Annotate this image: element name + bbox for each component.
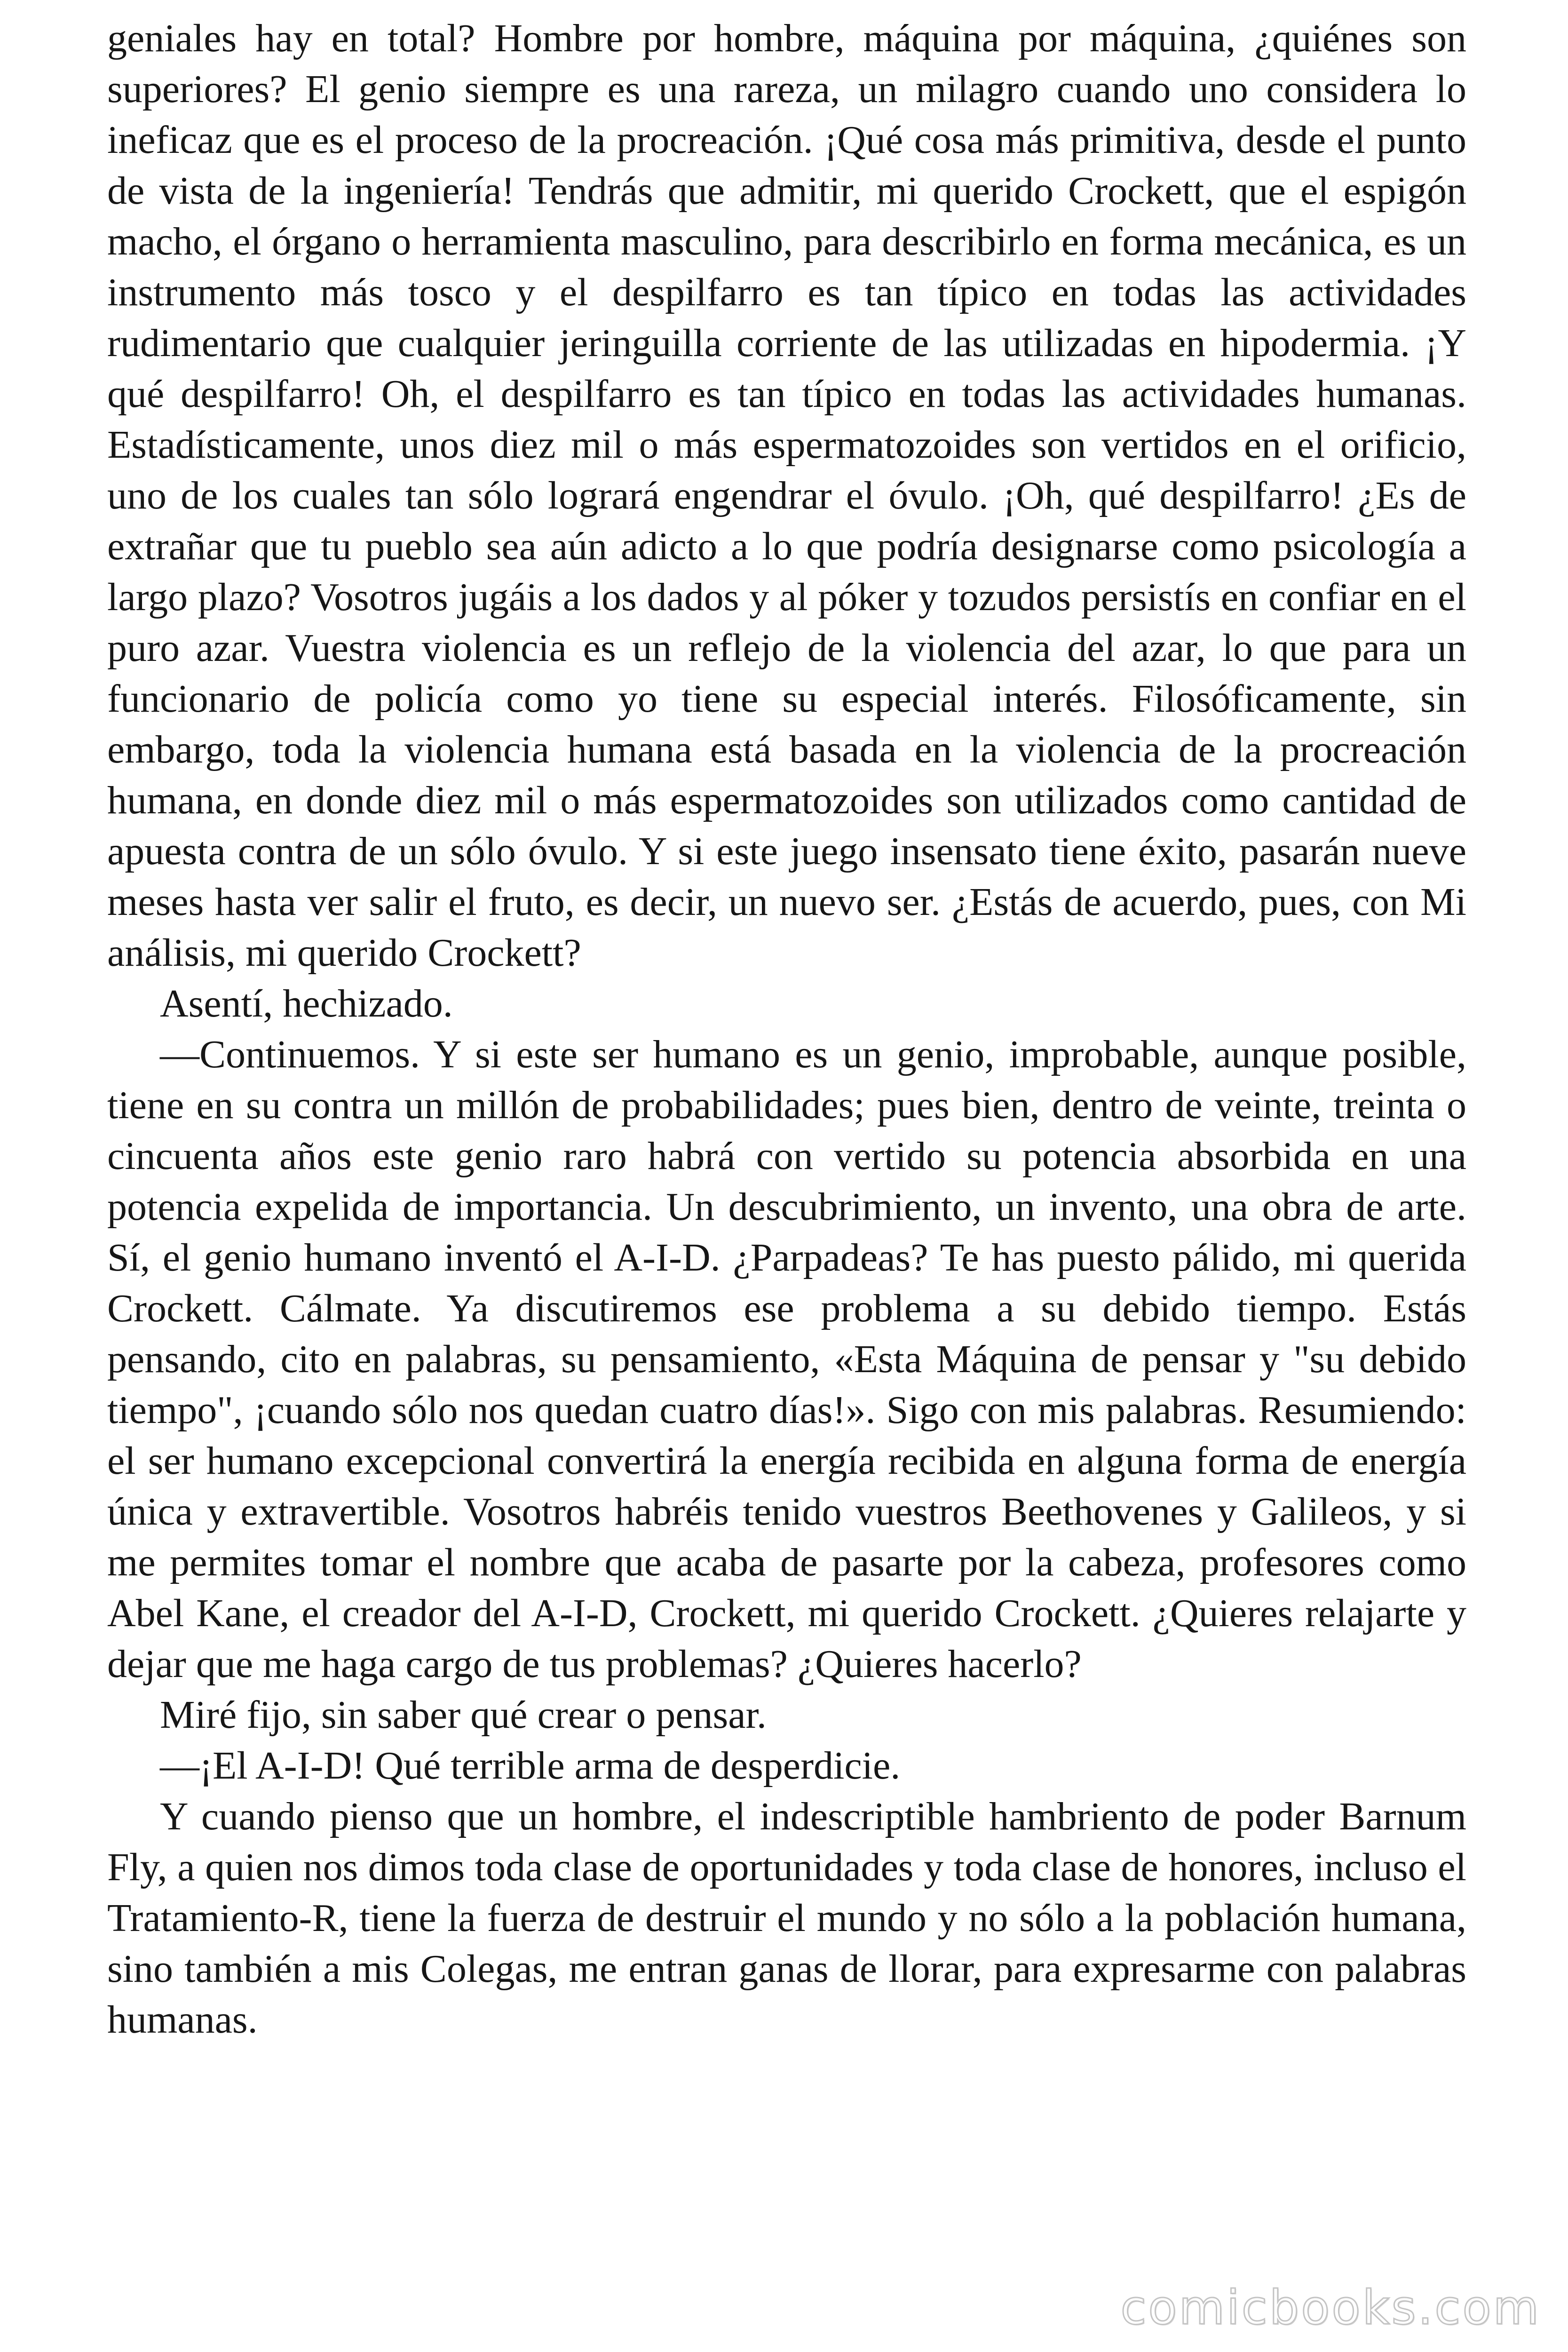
paragraph-1: geniales hay en total? Hombre por hombre, máquina por máquina, ¿quiénes son superiores? El genio siempre es una rareza, un milagro cuando uno considera lo ineficaz que es el proceso de la procreación. ¡Qué cosa más primitiva, desde el punto de vista de la ingeniería! Tendrás que admitir, mi querido Crockett, que el espigón macho, el órgano o herramienta masculino, para describirlo en forma mecánica, es un instrumento más tosco y el despilfarro es tan típico en todas las actividades rudimentario que cualquier jeringuilla corriente de las utilizadas en hipodermia. ¡Y qué despilfarro! Oh, el despilfarro es tan típico en todas las actividades humanas. Estadísticamente, unos diez mil o más espermatozoides son vertidos en el orificio, uno de los cuales tan sólo logrará engendrar el óvulo. ¡Oh, qué despilfarro! ¿Es de extrañar que tu pueblo sea aún adicto a lo que podría designarse como psicología a largo plazo? Vosotros jugáis a los dados y al póker y tozudos persistís en confiar en el puro azar. Vuestra violencia es un reflejo de la violencia del azar, lo que para un funcionario de policía como yo tiene su especial interés. Filosóficamente, sin embargo, toda la violencia humana está basada en la violencia de la procreación humana, en donde diez mil o más espermatozoides son utilizados como cantidad de apuesta contra de un sólo óvulo. Y si este juego insensato tiene éxito, pasarán nueve meses hasta ver salir el fruto, es decir, un nuevo ser. ¿Estás de acuerdo, pues, con Mi análisis, mi querido Crockett? [107, 16, 1466, 975]
paragraph-2: Asentí, hechizado. [160, 982, 453, 1025]
paragraph-3: —Continuemos. Y si este ser humano es un genio, improbable, aunque posible, tiene en su contra un millón de probabilidades; pues bien, dentro de veinte, treinta o cincuenta años este genio raro habrá con vertido su potencia absorbida en una potencia expelida de importancia. Un descubrimiento, un invento, una obra de arte. Sí, el genio humano inventó el A-I-D. ¿Parpadeas? Te has puesto pálido, mi querida Crockett. Cálmate. Ya discutiremos ese problema a su debido tiempo. Estás pensando, cito en palabras, su pensamiento, «Esta Máquina de pensar y "su debido tiempo", ¡cuando sólo nos quedan cuatro días!». Sigo con mis palabras. Resumiendo: el ser humano excepcional convertirá la energía recibida en alguna forma de energía única y extravertible. Vosotros habréis tenido vuestros Beethovenes y Galileos, y si me permites tomar el nombre que acaba de pasarte por la cabeza, profesores como Abel Kane, el creador del A-I-D, Crockett, mi querido Crockett. ¿Quieres relajarte y dejar que me haga cargo de tus problemas? ¿Quieres hacerlo? [107, 1033, 1466, 1686]
paragraph-5: —¡El A-I-D! Qué terrible arma de desperdicie. [160, 1744, 901, 1788]
watermark: comicbooks.com [1120, 2280, 1541, 2335]
page-body [107, 13, 1466, 2045]
paragraph-4: Miré fijo, sin saber qué crear o pensar. [160, 1693, 767, 1737]
paragraph-6: Y cuando pienso que un hombre, el indescriptible hambriento de poder Barnum Fly, a quien nos dimos toda clase de oportunidades y toda clase de honores, incluso el Tratamiento-R, tiene la fuerza de destruir el mundo y no sólo a la población humana, sino también a mis Colegas, me entran ganas de llorar, para expresarme con palabras humanas. [107, 1795, 1466, 2042]
